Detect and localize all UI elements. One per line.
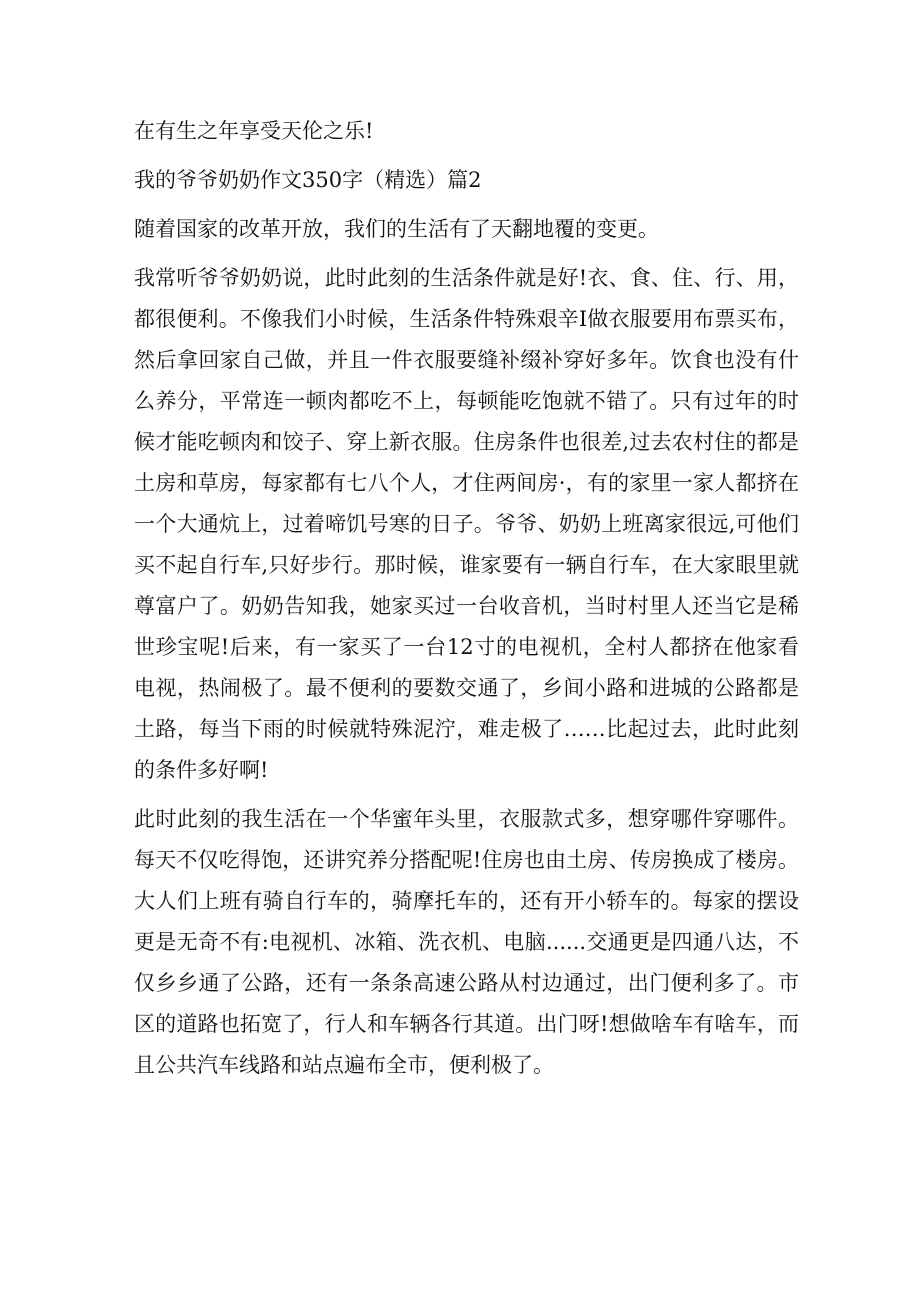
intro-paragraph: 随着国家的改革开放，我们的生活有了天翻地覆的变更。 xyxy=(134,217,659,241)
document-body xyxy=(134,111,799,1094)
closing-line: 在有生之年享受天伦之乐! xyxy=(134,119,374,143)
body-paragraph-past: 我常听爷爷奶奶说，此时此刻的生活条件就是好!衣、食、住、行、用，都很便利。不像我们小时候，生活条件特殊艰辛I做衣服要用布票买布，然后拿回家自己做，并且一件衣服要缝补缀补穿好多年。饮食也没有什么养分，平常连一顿肉都吃不上，每顿能吃饱就不错了。只有过年的时候才能吃顿肉和饺子、穿上新衣服。住房条件也很差,过去农村住的都是土房和草房，每家都有七八个人，才住两间房·，有的家里一家人都挤在一个大通炕上，过着啼饥号寒的日子。爷爷、奶奶上班离家很远,可他们买不起自行车,只好步行。那时候，谁家要有一辆自行车，在大家眼里就尊富户了。奶奶告知我，她家买过一台收音机，当时村里人还当它是稀世珍宝呢!后来，有一家买了一台12寸的电视机，全村人都挤在他家看电视，热闹极了。最不便利的要数交通了，乡间小路和进城的公路都是土路，每当下雨的时候就特殊泥泞，难走极了……比起过去，此时此刻的条件多好啊! xyxy=(134,266,799,782)
essay-heading: 我的爷爷奶奶作文350字（精选）篇2 xyxy=(134,168,482,192)
body-paragraph-present: 此时此刻的我生活在一个华蜜年头里，衣服款式多，想穿哪件穿哪件。每天不仅吃得饱，还讲究养分搭配呢!住房也由土房、传房换成了楼房。大人们上班有骑自行车的，骑摩托车的，还有开小轿车的。每家的摆设更是无奇不有:电视机、冰箱、洗衣机、电脑......交通更是四通八达，不仅乡乡通了公路，还有一条条高速公路从村边通过，出门便利多了。市区的道路也拓宽了，行人和车辆各行其道。出门呀!想做啥车有啥车，而且公共汽车线路和站点遍布全市，便利极了。 xyxy=(134,807,799,1077)
